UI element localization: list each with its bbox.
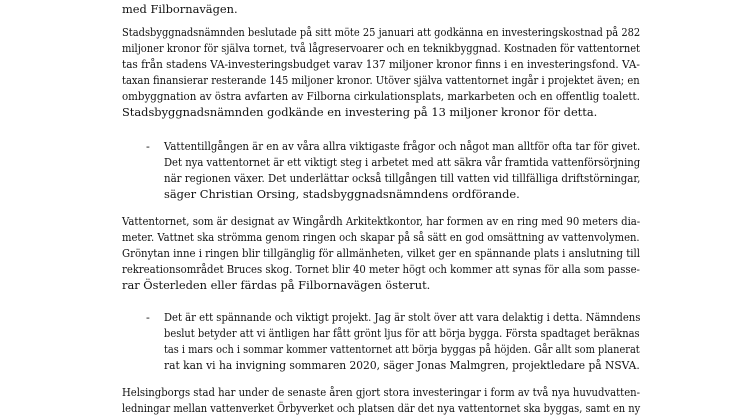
quote-line: Det är ett spännande och viktigt projekt. Jag är stolt över att vara delaktig i detta. Nämndens bbox=[164, 310, 641, 324]
paragraph-line: Vattentornet, som är designat av Wingårdh Arkitektkontor, har formen av en ring med 90 meters dia- bbox=[122, 214, 641, 228]
quote-bullet: - bbox=[146, 310, 150, 324]
quote-line: beslut betyder att vi äntligen har fått grönt ljus för att börja bygga. Första spadtaget beräknas bbox=[164, 326, 640, 340]
paragraph-line: meter. Vattnet ska strömma genom ringen och skapar på så sätt en god omsättning av vattenvolymen. bbox=[122, 230, 640, 244]
quote-line: Vattentillgången är en av våra allra viktigaste frågor och något man alltför ofta tar för givet. bbox=[164, 139, 641, 153]
quote-line: Det nya vattentornet är ett viktigt steg i arbetet med att säkra vår framtida vattenförsörjning bbox=[164, 155, 641, 169]
paragraph-line: tas från stadens VA-investeringsbudget varav 137 miljoner kronor finns i en investeringsfond. VA- bbox=[122, 57, 640, 71]
paragraph-line: miljoner kronor för själva tornet, två lågreservoarer och en teknikbyggnad. Kostnaden för vattentornet bbox=[122, 41, 641, 55]
paragraph-line: rekreationsområdet Bruces skog. Tornet blir 40 meter högt och kommer att synas för alla som passe- bbox=[122, 262, 640, 276]
paragraph-line: ombyggnation av östra avfarten av Filborna cirkulationsplats, markarbeten och en offentlig toalett. bbox=[122, 89, 640, 103]
paragraph-line: Stadsbyggnadsnämnden godkände en investering på 13 miljoner kronor för detta. bbox=[122, 105, 598, 119]
top-fragment: med Filbornavägen. bbox=[122, 2, 238, 16]
paragraph-line: Grönytan inne i ringen blir tillgänglig för allmänheten, vilket ger en spännande plats i anslutning till bbox=[122, 246, 641, 260]
paragraph-line: ledningar mellan vattenverket Örbyverket och platsen där det nya vattentornet ska byggas, samt en ny bbox=[122, 401, 641, 415]
paragraph-line: Helsingborgs stad har under de senaste åren gjort stora investeringar i form av två nya huvudvatten- bbox=[122, 385, 641, 399]
paragraph-line: rar Österleden eller färdas på Filbornavägen österut. bbox=[122, 278, 431, 292]
quote-line: rat kan vi ha invigning sommaren 2020, säger Jonas Malmgren, projektledare på NSVA. bbox=[164, 358, 640, 372]
quote-line: när regionen växer. Det underlättar också tillgången till vatten vid tillfälliga driftstörningar, bbox=[164, 171, 641, 185]
quote-bullet: - bbox=[146, 139, 150, 153]
quote-line: säger Christian Orsing, stadsbyggnadsnämndens ordförande. bbox=[164, 187, 520, 201]
paragraph-line: Stadsbyggnadsnämnden beslutade på sitt möte 25 januari att godkänna en investeringskostnad på 282 bbox=[122, 25, 641, 39]
paragraph-line: taxan finansierar resterande 145 miljoner kronor. Utöver själva vattentornet ingår i projektet även; en bbox=[122, 73, 640, 87]
quote-line: tas i mars och i sommar kommer vattentornet att börja byggas på höjden. Går allt som planerat bbox=[164, 342, 640, 356]
